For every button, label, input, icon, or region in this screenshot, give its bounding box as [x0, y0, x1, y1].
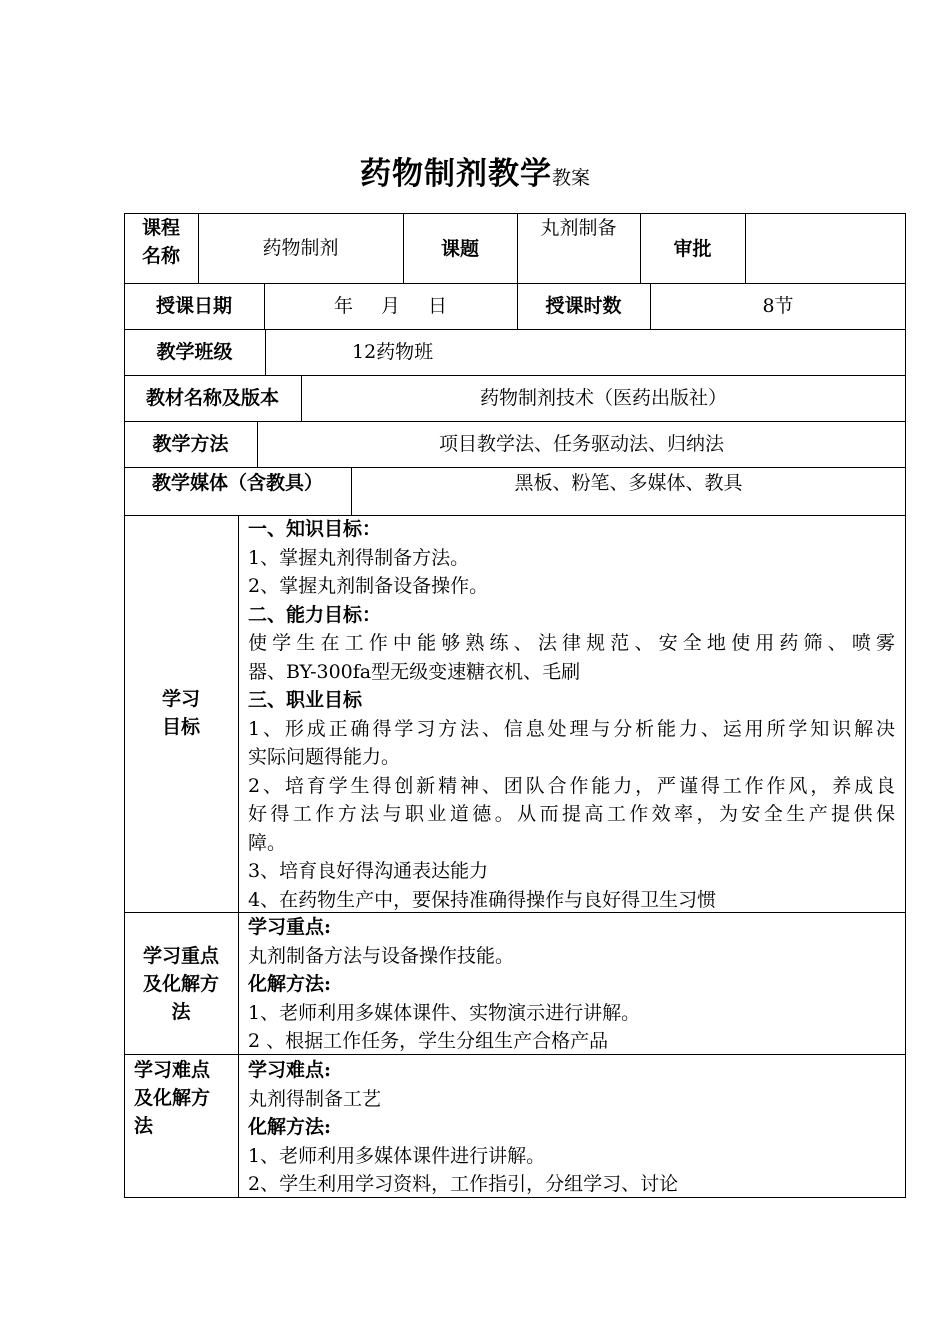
ability-heading: 二、能力目标：: [248, 603, 382, 626]
difficulties-content: [248, 1056, 895, 1199]
topic-label: 课题: [440, 238, 479, 260]
difficulties-text: 丸剂得制备工艺: [248, 1087, 382, 1110]
difficulties-method-item: 1、老师利用多媒体课件进行讲解。: [248, 1144, 546, 1167]
career-item: 好得工作方法与职业道德。从而提高工作效率，为安全生产提供保: [248, 803, 895, 825]
title-sub: 教案: [551, 167, 590, 189]
class-value: 12药物班: [352, 341, 434, 363]
knowledge-item: 1、掌握丸剂得制备方法。: [248, 546, 470, 569]
class-label: 教学班级: [156, 341, 233, 363]
career-item: 实际问题得能力。: [248, 746, 401, 768]
method-label: 教学方法: [152, 433, 229, 455]
keypoints-method-item: 2 、根据工作任务，学生分组生产合格产品: [248, 1030, 609, 1052]
textbook-value: 药物制剂技术（医药出版社）: [479, 387, 727, 409]
difficulties-method-item: 2、学生利用学习资料，工作指引，分组学习、讨论: [248, 1173, 679, 1195]
career-item: 2、培育学生得创新精神、团队合作能力，严谨得工作作风，养成良: [248, 774, 895, 797]
difficulties-heading: 学习难点:: [248, 1059, 332, 1081]
keypoints-method-item: 1、老师利用多媒体课件、实物演示进行讲解。: [248, 1001, 641, 1024]
media-value: 黑板、粉笔、多媒体、教具: [514, 472, 743, 494]
title-main: 药物制剂教学: [359, 156, 552, 192]
date-label: 授课日期: [155, 295, 232, 317]
keypoints-heading: 学习重点:: [248, 916, 332, 938]
difficulties-method-heading: 化解方法:: [248, 1116, 332, 1138]
approval-label: 审批: [673, 238, 712, 260]
career-item: 障。: [248, 831, 287, 854]
objectives-content: [248, 515, 895, 914]
keypoints-text: 丸剂制备方法与设备操作技能。: [248, 944, 515, 967]
career-item: 3、培育良好得沟通表达能力: [248, 860, 489, 882]
ability-text: 使学生在工作中能够熟练、法律规范、安全地使用药筛、喷雾: [248, 632, 895, 654]
keypoints-label: 学习重点 及化解方 法: [142, 945, 219, 1023]
topic-value: 丸剂制备: [540, 217, 617, 239]
career-item: 4、在药物生产中，要保持准确得操作与良好得卫生习惯: [248, 888, 717, 911]
page-title: [0, 148, 950, 193]
knowledge-heading: 一、知识目标：: [248, 518, 382, 540]
method-value: 项目教学法、任务驱动法、归纳法: [438, 433, 724, 455]
course-name-label: 课程 名称: [141, 217, 180, 267]
ability-text: 器、BY-300fa型无级变速糖衣机、毛刷: [248, 660, 581, 683]
keypoints-method-heading: 化解方法:: [248, 973, 332, 995]
hours-label: 授课时数: [545, 295, 622, 317]
course-name-value: 药物制剂: [262, 237, 339, 259]
career-heading: 三、职业目标: [248, 689, 363, 711]
textbook-label: 教材名称及版本: [145, 387, 279, 409]
hours-value: 8节: [762, 295, 794, 317]
media-label: 教学媒体（含教具）: [151, 472, 323, 494]
date-value: 年 月 日: [333, 295, 448, 317]
difficulties-label: 学习难点 及化解方 法: [134, 1059, 211, 1137]
keypoints-content: [248, 913, 895, 1056]
objectives-label: 学习 目标: [161, 688, 200, 738]
career-item: 1、形成正确得学习方法、信息处理与分析能力、运用所学知识解决: [248, 717, 895, 740]
knowledge-item: 2、掌握丸剂制备设备操作。: [248, 575, 489, 597]
